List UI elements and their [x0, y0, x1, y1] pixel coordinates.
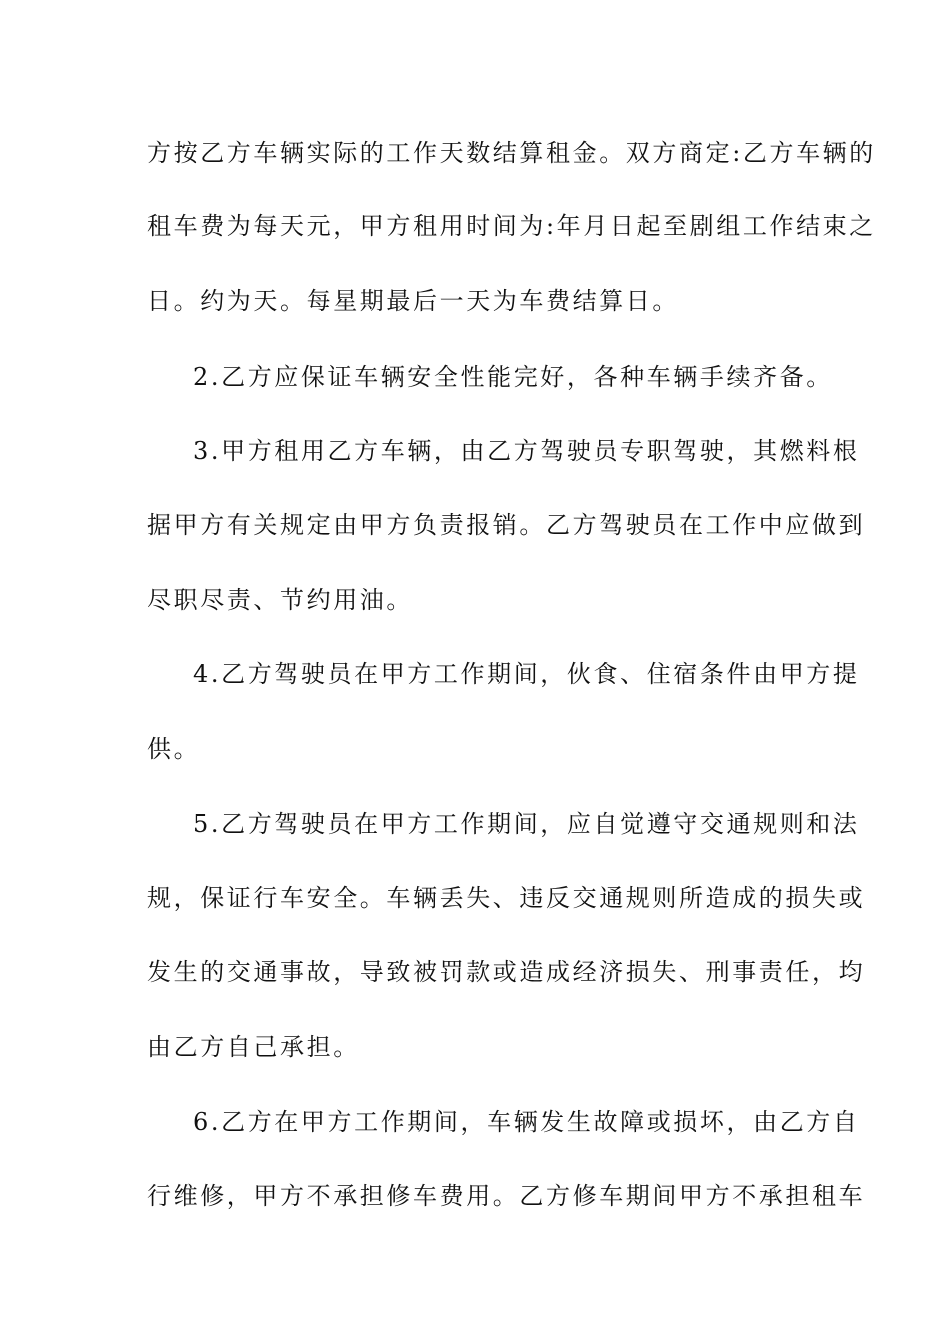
- clause-3-line-2: 据甲方有关规定由甲方负责报销。乙方驾驶员在工作中应做到: [147, 511, 866, 539]
- clause-4-line-1: 4.乙方驾驶员在甲方工作期间，伙食、住宿条件由甲方提: [193, 660, 860, 688]
- clause-5-line-3: 发生的交通事故，导致被罚款或造成经济损失、刑事责任，均: [147, 958, 866, 986]
- clause-3-line-3: 尽职尽责、节约用油。: [147, 586, 413, 614]
- clause-6-line-2: 行维修，甲方不承担修车费用。乙方修车期间甲方不承担租车: [147, 1182, 866, 1210]
- clause-3-line-1: 3.甲方租用乙方车辆，由乙方驾驶员专职驾驶，其燃料根: [193, 437, 860, 465]
- clause-6-line-1: 6.乙方在甲方工作期间，车辆发生故障或损坏，由乙方自: [193, 1108, 860, 1136]
- clause-5-line-4: 由乙方自己承担。: [147, 1033, 360, 1061]
- paragraph-1-line-2: 租车费为每天元，甲方租用时间为:年月日起至剧组工作结束之: [147, 212, 876, 240]
- clause-5-line-1: 5.乙方驾驶员在甲方工作期间，应自觉遵守交通规则和法: [193, 810, 860, 838]
- paragraph-1-line-3: 日。约为天。每星期最后一天为车费结算日。: [147, 287, 679, 315]
- clause-2-line-1: 2.乙方应保证车辆安全性能完好，各种车辆手续齐备。: [193, 363, 833, 391]
- clause-4-line-2: 供。: [147, 735, 201, 763]
- paragraph-1-line-1: 方按乙方车辆实际的工作天数结算租金。双方商定:乙方车辆的: [147, 139, 876, 167]
- clause-5-line-2: 规，保证行车安全。车辆丢失、违反交通规则所造成的损失或: [147, 884, 866, 912]
